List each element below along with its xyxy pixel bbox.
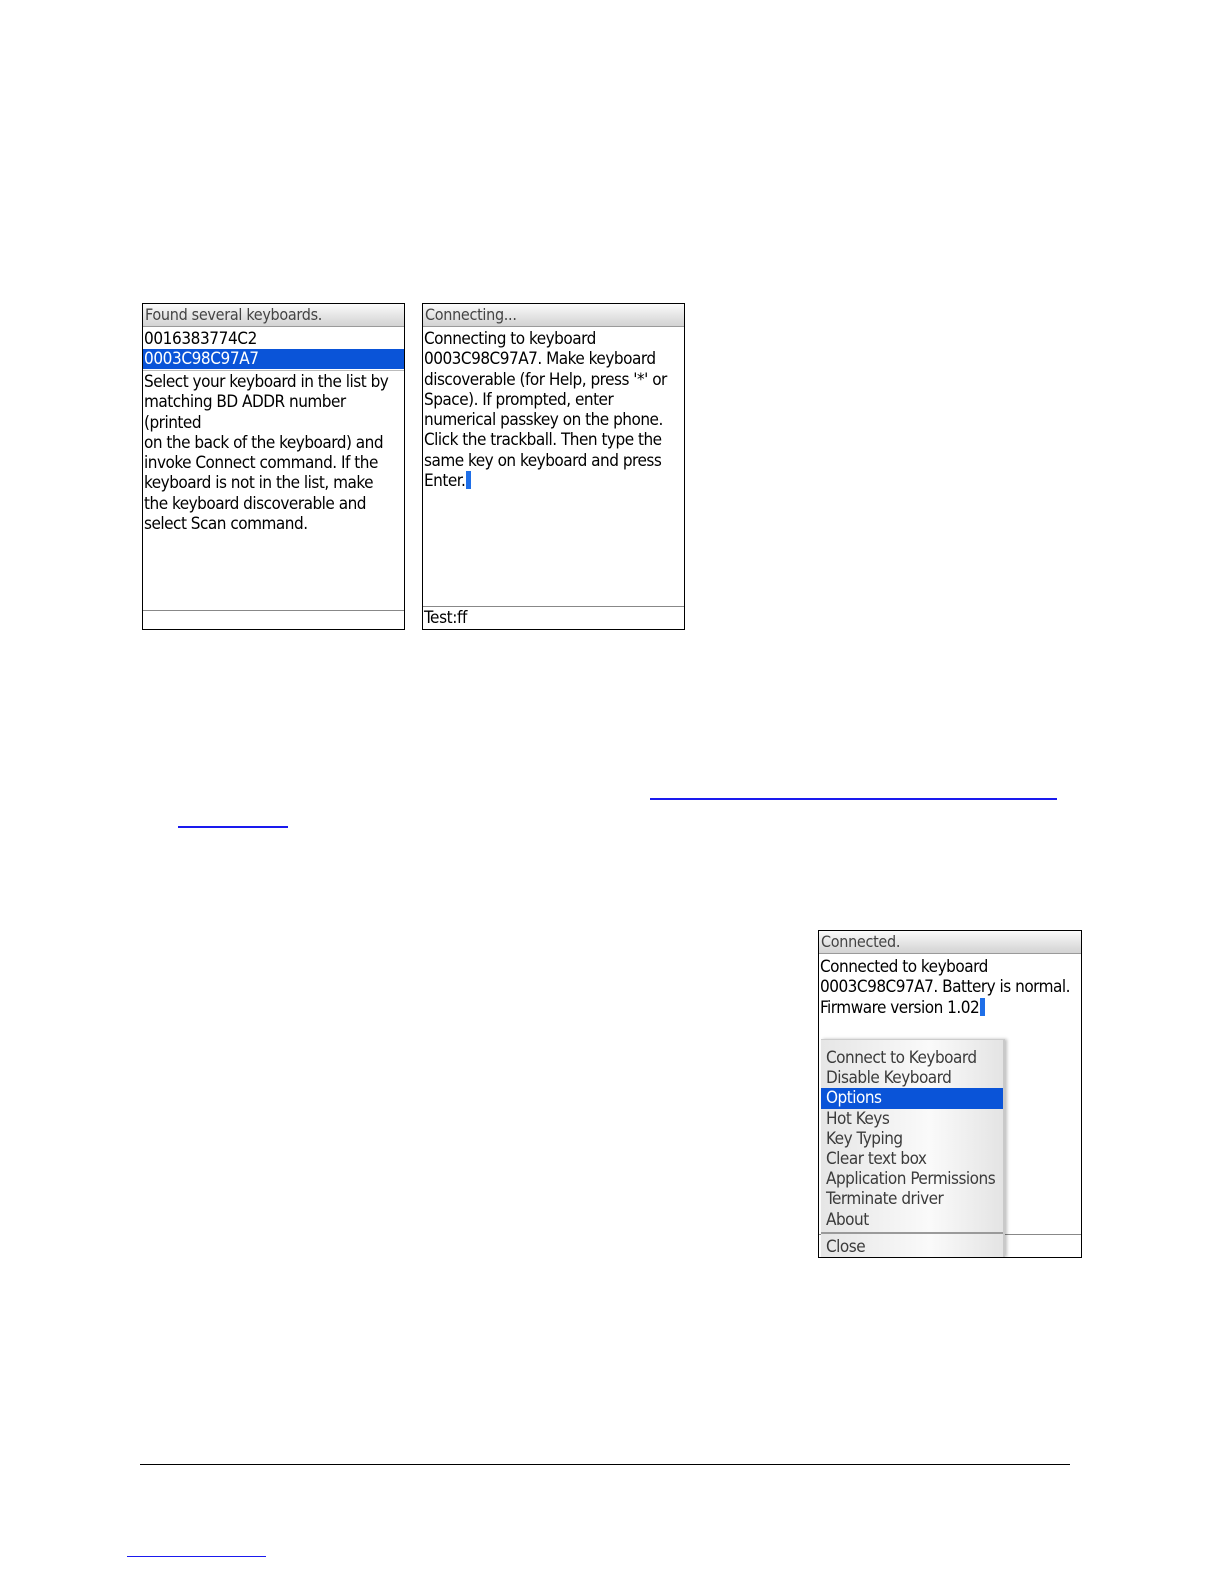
keyboard-list-item[interactable]: 0016383774C2 [144, 329, 257, 349]
menu-item-clear-text-box[interactable]: Clear text box [826, 1148, 927, 1169]
menu-item-disable-keyboard[interactable]: Disable Keyboard [826, 1068, 952, 1089]
status-bar [143, 610, 404, 629]
menu-item-about[interactable]: About [826, 1209, 869, 1230]
hyperlink-underline[interactable] [178, 826, 288, 828]
screen-title: Connected. [819, 931, 1081, 954]
menu-item-application-permissions[interactable]: Application Permissions [826, 1169, 996, 1190]
footer-link-underline[interactable] [127, 1556, 266, 1557]
keyboard-list [143, 327, 404, 371]
text-cursor [980, 998, 985, 1016]
footer-rule [140, 1464, 1070, 1465]
connecting-screen [422, 303, 685, 630]
connected-screen [818, 930, 1082, 1258]
context-menu [821, 1039, 1005, 1257]
menu-item-connect-to-keyboard[interactable]: Connect to Keyboard [826, 1048, 977, 1068]
connected-message-text: Connected to keyboard 0003C98C97A7. Battery is normal. Firmware version 1.02 [820, 957, 1071, 1018]
status-bar: Test:ff [423, 606, 684, 629]
menu-item-close[interactable]: Close [826, 1236, 866, 1257]
text-cursor [466, 471, 471, 489]
connecting-message-text: Connecting to keyboard 0003C98C97A7. Make keyboard discoverable (for Help, press '*' or Space). If prompted, enter numerical passkey on the phone. Click the trackball. Then type the same key on keyboard and press Enter. [424, 329, 667, 492]
menu-item-terminate-driver[interactable]: Terminate driver [826, 1189, 944, 1210]
instruction-text: Select your keyboard in the list by matching BD ADDR number (printed on the back of the keyboard) and invoke Connect command. If the keyboard is not in the list, make the keyboard discoverable and select Scan command. [144, 372, 389, 535]
screen-title: Connecting... [423, 304, 684, 327]
menu-item-hot-keys[interactable]: Hot Keys [826, 1108, 890, 1129]
connecting-message [423, 327, 684, 491]
screen-title: Found several keyboards. [143, 304, 404, 327]
connected-message [819, 954, 1081, 1018]
keyboard-list-item-selected[interactable]: 0003C98C97A7 [143, 349, 404, 369]
hyperlink-underline[interactable] [650, 798, 1057, 800]
keyboard-list-screen [142, 303, 405, 630]
menu-item-key-typing[interactable]: Key Typing [826, 1128, 903, 1149]
menu-item-options[interactable]: Options [821, 1088, 1003, 1108]
